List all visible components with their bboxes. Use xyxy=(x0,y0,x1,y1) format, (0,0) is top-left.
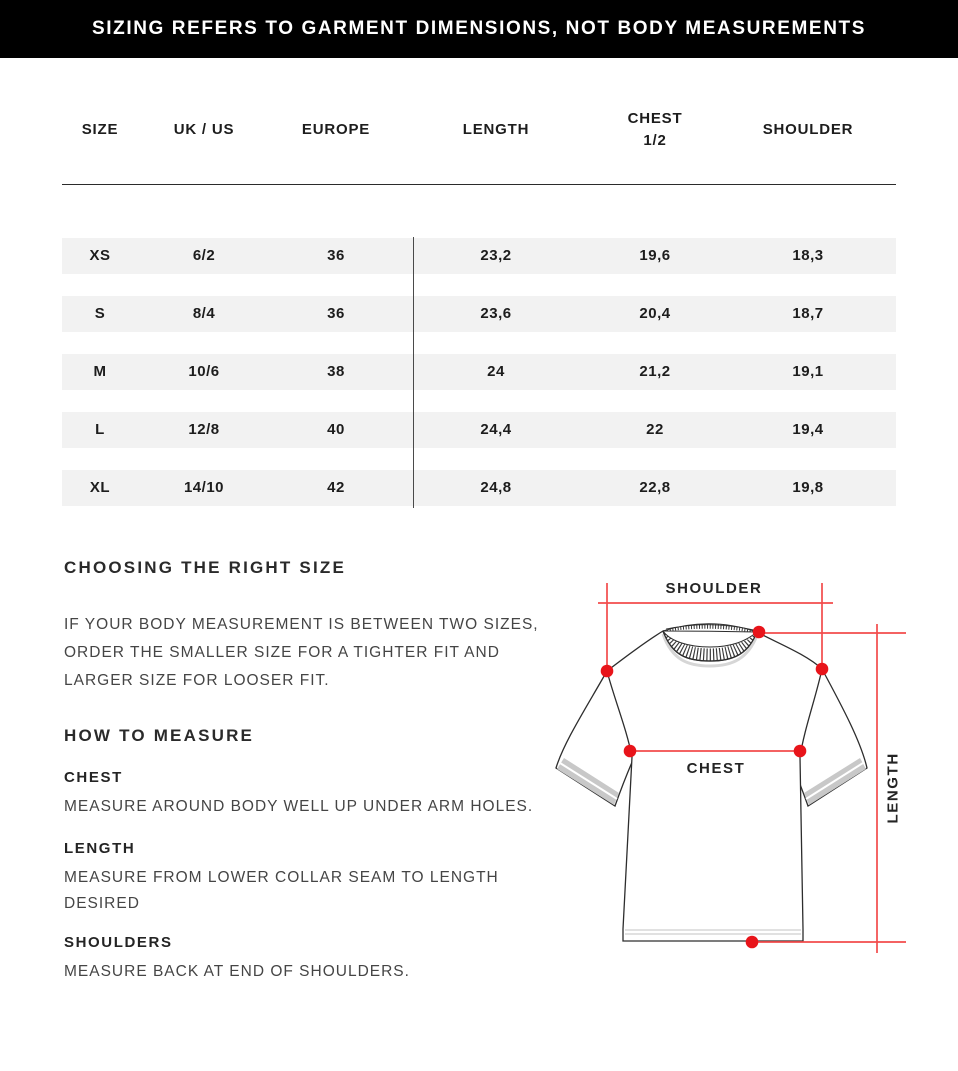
europe-cell: 36 xyxy=(327,247,345,264)
uk-us-cell: 8/4 xyxy=(192,305,216,322)
banner-text: SIZING REFERS TO GARMENT DIMENSIONS, NOT BODY MEASUREMENTS xyxy=(91,18,867,39)
measure-length-label: LENGTH xyxy=(64,840,136,857)
chest-cell: 21,2 xyxy=(639,363,671,380)
col-header-shoulder: SHOULDER xyxy=(762,121,854,138)
length-cell: 24,8 xyxy=(480,479,512,496)
choosing-size-heading: CHOOSING THE RIGHT SIZE xyxy=(64,558,347,577)
size-cell: XS xyxy=(89,247,111,264)
col-header-size: SIZE xyxy=(81,121,119,138)
chest-cell: 22 xyxy=(646,421,664,438)
measure-length-text: MEASURE FROM LOWER COLLAR SEAM TO LENGTH DESIRED xyxy=(64,869,499,912)
length-cell: 24,4 xyxy=(480,421,512,438)
chest-cell: 22,8 xyxy=(639,479,671,496)
size-cell: XL xyxy=(89,479,111,496)
size-cell: L xyxy=(95,421,105,438)
measure-shoulders-text: MEASURE BACK AT END OF SHOULDERS. xyxy=(64,963,410,980)
shoulder-cell: 19,4 xyxy=(792,421,824,438)
europe-cell: 42 xyxy=(327,479,345,496)
length-cell: 24 xyxy=(487,363,505,380)
right-chest-dot xyxy=(794,745,807,758)
choosing-size-body: IF YOUR BODY MEASUREMENT IS BETWEEN TWO SIZES, ORDER THE SMALLER SIZE FOR A TIGHTER FIT AND LARGER SIZE FOR LOOSER FIT. xyxy=(64,616,539,689)
measure-chest-label: CHEST xyxy=(64,769,123,786)
uk-us-cell: 12/8 xyxy=(188,421,220,438)
europe-cell: 38 xyxy=(327,363,345,380)
europe-cell: 40 xyxy=(327,421,345,438)
col-header-europe: EUROPE xyxy=(301,121,371,138)
length-cell: 23,6 xyxy=(480,305,512,322)
chest-cell: 19,6 xyxy=(639,247,671,264)
hem-dot xyxy=(746,936,759,949)
length-cell: 23,2 xyxy=(480,247,512,264)
measure-shoulders-label: SHOULDERS xyxy=(64,934,173,951)
col-header-uk-us: UK / US xyxy=(173,121,235,138)
left-shoulder-dot xyxy=(601,665,614,678)
shoulder-cell: 18,7 xyxy=(792,305,824,322)
collar-dot xyxy=(753,626,766,639)
col-header-chest-label: CHEST xyxy=(627,110,683,127)
measure-chest-text: MEASURE AROUND BODY WELL UP UNDER ARM HOLES. xyxy=(64,798,534,815)
how-to-measure-heading: HOW TO MEASURE xyxy=(64,726,255,745)
shoulder-cell: 19,1 xyxy=(792,363,824,380)
col-header-length: LENGTH xyxy=(462,121,530,138)
uk-us-cell: 14/10 xyxy=(183,479,225,496)
shoulder-cell: 18,3 xyxy=(792,247,824,264)
diagram-chest-label: CHEST xyxy=(686,760,746,777)
diagram-length-label: LENGTH xyxy=(884,752,902,824)
size-cell: M xyxy=(93,363,107,380)
shoulder-cell: 19,8 xyxy=(792,479,824,496)
size-cell: S xyxy=(94,305,106,322)
chest-cell: 20,4 xyxy=(639,305,671,322)
tshirt-body xyxy=(607,631,822,941)
uk-us-cell: 10/6 xyxy=(188,363,220,380)
uk-us-cell: 6/2 xyxy=(192,247,216,264)
col-header-chest-sub: 1/2 xyxy=(643,132,667,149)
right-shoulder-dot xyxy=(816,663,829,676)
diagram-shoulder-label: SHOULDER xyxy=(665,580,763,597)
europe-cell: 36 xyxy=(327,305,345,322)
left-chest-dot xyxy=(624,745,637,758)
